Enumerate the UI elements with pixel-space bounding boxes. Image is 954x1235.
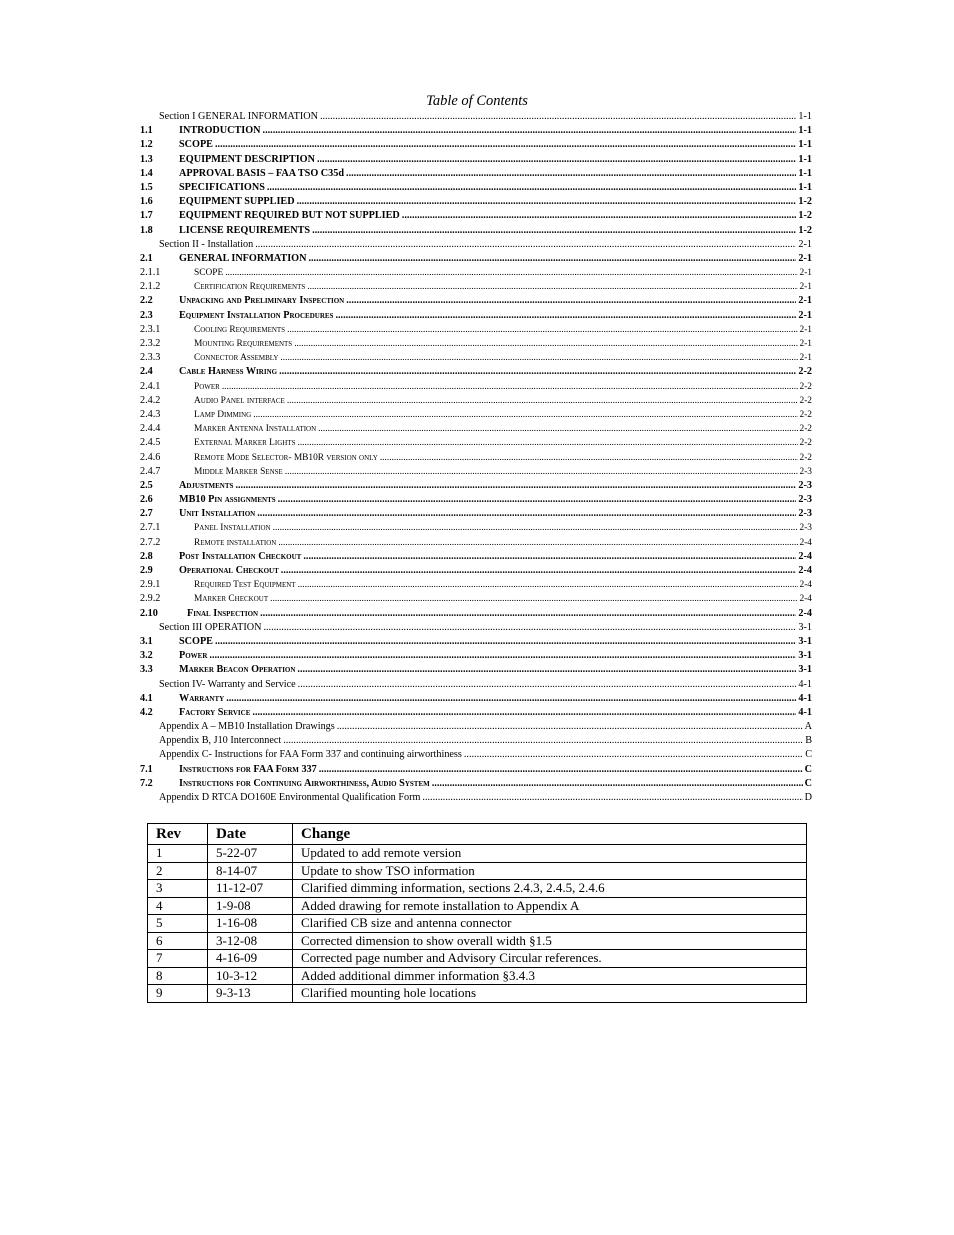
rev-number-cell: 4 [148,897,208,915]
revision-table [147,823,807,1003]
toc-dot-leader [297,436,797,450]
toc-entry[interactable] [140,394,812,408]
toc-entry-number: 2.9 [140,565,153,576]
toc-entry-title: Appendix C- Instructions for FAA Form 337 and continuing airworthiness [159,749,462,761]
toc-entry[interactable] [140,110,812,124]
toc-dot-leader [346,294,796,308]
toc-entry-title: Adjustments [179,479,234,491]
toc-entry-number: 2.7 [140,508,153,520]
toc-entry-title: Appendix B, J10 Interconnect [159,735,282,747]
toc-dot-leader [215,138,796,152]
toc-dot-leader [285,465,798,479]
toc-entry-page: 2-3 [799,523,812,534]
toc-entry-page: 4-1 [798,706,812,718]
toc-entry-title: Middle Marker Sense [194,466,283,477]
toc-entry-page: 1-1 [798,153,812,165]
toc-entry-number: 2.4.3 [140,408,161,420]
toc-entry-number: 2.1 [140,252,153,264]
toc-entry[interactable] [140,507,812,521]
toc-entry[interactable] [140,635,812,649]
toc-entry-title: Instructions for Continuing Airworthiness, Audio System [179,777,430,789]
toc-entry-number: 1.1 [140,125,153,137]
toc-entry[interactable] [140,578,812,592]
toc-entry-title: Certification Requirements [194,282,306,293]
rev-number-cell: 5 [148,915,208,933]
toc-dot-leader [337,720,803,734]
toc-entry[interactable] [140,337,812,351]
toc-entry-title: Operational Checkout [179,565,279,576]
revision-row [148,967,807,985]
toc-entry-page: 1-2 [798,196,812,208]
toc-dot-leader [432,777,803,791]
toc-entry-page: 2-1 [799,268,812,279]
toc-dot-leader [308,252,796,266]
toc-entry-number: 2.7.1 [140,522,161,534]
toc-dot-leader [235,479,796,493]
toc-entry[interactable] [140,224,812,238]
toc-entry-title: Warranty [179,692,225,704]
toc-entry-number: 1.6 [140,196,153,208]
toc-entry-number: 2.4.6 [140,451,161,463]
rev-date-cell: 8-14-07 [208,862,293,880]
toc-entry-number: 4.1 [140,692,153,704]
toc-entry[interactable] [140,266,812,280]
toc-dot-leader [307,280,797,294]
toc-entry[interactable] [140,323,812,337]
toc-entry-number: 2.4.4 [140,423,161,435]
toc-entry-title: Post Installation Checkout [179,550,302,562]
table-of-contents [140,110,812,805]
toc-entry-title: SCOPE [179,635,213,647]
toc-entry-title: Unit Installation [179,508,256,520]
toc-dot-leader [402,209,797,223]
toc-dot-leader [279,365,796,379]
toc-dot-leader [318,422,797,436]
toc-dot-leader [215,635,796,649]
toc-entry-title: Mounting Requirements [194,339,293,349]
rev-change-cell: Added additional dimmer information §3.4.3 [293,967,807,985]
toc-dot-leader [303,550,796,564]
toc-entry-number: 1.7 [140,210,153,222]
toc-entry-page: C [805,749,812,761]
toc-entry[interactable] [140,280,812,294]
toc-entry-title: Panel Installation [194,523,271,534]
toc-entry-title: External Marker Lights [194,438,296,449]
toc-dot-leader [298,578,798,592]
toc-entry-page: 2-2 [799,438,812,449]
toc-entry-page: 2-1 [798,252,812,264]
toc-entry-page: 1-2 [798,210,812,222]
toc-entry[interactable] [140,777,812,791]
rev-date-cell: 3-12-08 [208,932,293,950]
toc-entry-page: 2-1 [798,238,812,250]
toc-entry-number: 7.2 [140,777,153,789]
toc-entry-number: 1.5 [140,181,153,193]
toc-entry[interactable] [140,138,812,152]
revision-row [148,985,807,1003]
toc-entry[interactable] [140,720,812,734]
toc-dot-leader [312,224,796,238]
toc-entry-number: 4.2 [140,706,153,718]
toc-entry-page: 1-2 [798,224,812,236]
toc-entry-number: 2.9.1 [140,579,161,591]
toc-entry[interactable] [140,436,812,450]
toc-entry-title: Equipment Installation Procedures [179,309,334,321]
toc-entry-page: 2-3 [798,494,812,506]
toc-entry[interactable] [140,351,812,365]
toc-entry-title: Appendix A – MB10 Installation Drawings [159,721,335,733]
toc-entry[interactable] [140,564,812,578]
toc-entry[interactable] [140,550,812,564]
toc-dot-leader [260,607,796,621]
toc-dot-leader [252,706,796,720]
toc-entry-title: GENERAL INFORMATION [179,252,307,264]
revision-row [148,862,807,880]
revision-row [148,880,807,898]
toc-entry-page: 2-3 [799,466,812,477]
rev-date-cell: 9-3-13 [208,985,293,1003]
revision-row [148,932,807,950]
toc-entry-title: Section IV- Warranty and Service [159,678,296,690]
toc-entry-number: 1.8 [140,224,153,236]
toc-dot-leader [380,451,798,465]
toc-dot-leader [257,507,796,521]
toc-entry[interactable] [140,692,812,706]
toc-entry-number: 2.9.2 [140,593,161,605]
toc-entry-page: 2-3 [798,479,812,491]
toc-entry-number: 2.1.2 [140,281,161,293]
toc-entry-number: 1.4 [140,167,153,179]
toc-entry-page: B [805,735,812,747]
toc-entry-title: Remote Mode Selector- MB10R version only [194,452,378,463]
rev-number-cell: 9 [148,985,208,1003]
toc-dot-leader [225,266,797,280]
toc-entry-number: 3.1 [140,635,153,647]
revision-row [148,897,807,915]
rev-number-cell: 6 [148,932,208,950]
toc-entry-title: Audio Panel interface [194,395,285,406]
toc-dot-leader [255,238,796,252]
toc-entry[interactable] [140,309,812,323]
toc-dot-leader [317,153,796,167]
toc-entry-number: 2.8 [140,550,153,562]
toc-entry[interactable] [140,536,812,550]
toc-entry-page: 2-4 [798,607,812,619]
date-column-header: Date [208,824,293,845]
toc-entry-number: 2.4.5 [140,437,161,449]
toc-entry-title: Remote installation [194,537,277,548]
toc-entry-title: Marker Checkout [194,594,269,605]
toc-entry-title: LICENSE REQUIREMENTS [179,224,311,236]
revision-header-row [148,824,807,845]
toc-entry-title: MB10 Pin assignments [179,494,276,506]
toc-dot-leader [283,734,803,748]
toc-entry-title: SCOPE [179,139,213,151]
toc-dot-leader [287,323,797,337]
toc-dot-leader [297,195,797,209]
toc-entry-page: C [804,763,812,775]
toc-entry[interactable] [140,380,812,394]
toc-dot-leader [278,536,797,550]
toc-dot-leader [320,110,796,124]
rev-change-cell: Clarified CB size and antenna connector [293,915,807,933]
toc-dot-leader [209,649,796,663]
toc-dot-leader [346,167,796,181]
toc-entry[interactable] [140,124,812,138]
toc-entry[interactable] [140,195,812,209]
rev-number-cell: 1 [148,845,208,863]
rev-change-cell: Corrected page number and Advisory Circular references. [293,950,807,968]
toc-entry-page: 3-1 [798,650,812,662]
toc-entry[interactable] [140,748,812,762]
toc-entry[interactable] [140,521,812,535]
toc-entry[interactable] [140,451,812,465]
toc-entry[interactable] [140,791,812,805]
toc-entry[interactable] [140,408,812,422]
toc-entry-page: 3-1 [798,664,812,676]
toc-entry-title: Final Inspection [187,607,259,619]
toc-dot-leader [280,351,797,365]
toc-entry-page: 2-2 [799,409,812,420]
toc-dot-leader [226,692,796,706]
toc-dot-leader [297,663,796,677]
toc-entry-page: 4-1 [798,678,812,690]
rev-date-cell: 10-3-12 [208,967,293,985]
toc-entry[interactable] [140,734,812,748]
toc-entry-page: 1-1 [798,125,812,137]
toc-entry[interactable] [140,706,812,720]
toc-entry[interactable] [140,621,812,635]
rev-number-cell: 3 [148,880,208,898]
toc-entry-page: 1-1 [798,181,812,193]
toc-dot-leader [464,748,803,762]
toc-entry-title: Unpacking and Preliminary Inspection [179,295,345,307]
toc-entry-number: 2.3.3 [140,352,161,364]
toc-entry[interactable] [140,209,812,223]
toc-entry[interactable] [140,365,812,379]
toc-entry[interactable] [140,592,812,606]
toc-entry-title: Marker Beacon Operation [179,664,296,676]
toc-entry-page: 1-1 [798,111,812,122]
toc-entry[interactable] [140,252,812,266]
rev-change-cell: Added drawing for remote installation to Appendix A [293,897,807,915]
toc-entry-number: 2.3 [140,309,153,321]
toc-entry-title: Factory Service [179,706,251,718]
toc-entry-title: Appendix D RTCA DO160E Environmental Qualification Form [159,792,421,803]
toc-entry[interactable] [140,649,812,663]
toc-entry-number: 2.4.1 [140,380,161,392]
toc-entry-number: 2.7.2 [140,536,161,548]
toc-dot-leader [281,564,797,578]
rev-date-cell: 11-12-07 [208,880,293,898]
toc-entry[interactable] [140,238,812,252]
toc-entry-page: D [804,792,812,803]
toc-entry-number: 2.4.2 [140,394,161,406]
toc-entry-page: 2-4 [799,537,812,548]
toc-entry-page: 2-2 [799,424,812,435]
toc-entry-page: 2-1 [799,353,812,364]
toc-entry[interactable] [140,663,812,677]
toc-entry-title: Lamp Dimming [194,409,252,420]
toc-entry[interactable] [140,493,812,507]
toc-entry-title: Cooling Requirements [194,324,286,335]
toc-dot-leader [263,124,797,138]
toc-entry-page: 1-1 [798,139,812,151]
toc-entry-title: Required Test Equipment [194,580,296,591]
rev-column-header: Rev [148,824,208,845]
toc-dot-leader [222,380,798,394]
toc-entry-page: 2-1 [799,324,812,335]
toc-entry-number: 3.3 [140,664,153,676]
toc-entry-number: 3.2 [140,650,153,662]
toc-entry-page: 2-2 [798,366,812,378]
toc-entry-title: SCOPE [194,268,224,279]
rev-date-cell: 1-16-08 [208,915,293,933]
rev-number-cell: 2 [148,862,208,880]
rev-change-cell: Update to show TSO information [293,862,807,880]
toc-entry[interactable] [140,678,812,692]
toc-entry-number: 2.10 [140,607,158,619]
rev-change-cell: Clarified dimming information, sections 2.4.3, 2.4.5, 2.4.6 [293,880,807,898]
toc-entry-title: EQUIPMENT SUPPLIED [179,196,295,208]
toc-dot-leader [278,493,797,507]
toc-entry-page: 3-1 [798,635,812,647]
toc-entry-title: EQUIPMENT REQUIRED BUT NOT SUPPLIED [179,210,400,222]
toc-entry-title: Power [179,650,208,662]
toc-dot-leader [253,408,797,422]
toc-entry-number: 2.4.7 [140,465,161,477]
toc-dot-leader [335,309,796,323]
toc-entry-title: Cable Harness Wiring [179,366,278,378]
rev-date-cell: 4-16-09 [208,950,293,968]
toc-entry-page: 2-2 [799,452,812,463]
toc-dot-leader [294,337,797,351]
toc-entry-title: Section III OPERATION [159,621,262,633]
toc-entry-title: SPECIFICATIONS [179,181,265,193]
toc-entry[interactable] [140,422,812,436]
toc-entry-title: Section I GENERAL INFORMATION [159,111,318,122]
toc-entry-page: 2-1 [799,282,812,293]
toc-entry-page: 2-2 [799,381,812,392]
toc-dot-leader [422,791,802,805]
toc-dot-leader [298,678,797,692]
toc-entry-title: Instructions for FAA Form 337 [179,763,317,775]
toc-entry-number: 2.5 [140,479,153,491]
rev-date-cell: 1-9-08 [208,897,293,915]
toc-entry[interactable] [140,479,812,493]
toc-entry-page: 2-1 [798,295,812,307]
toc-entry[interactable] [140,294,812,308]
rev-change-cell: Clarified mounting hole locations [293,985,807,1003]
toc-entry-page: 2-1 [798,309,812,321]
rev-number-cell: 7 [148,950,208,968]
revision-row [148,950,807,968]
toc-entry-title: Power [194,381,220,392]
toc-entry-number: 2.3.2 [140,338,161,349]
toc-entry-page: C [804,777,812,789]
toc-entry-number: 2.2 [140,295,153,307]
rev-change-cell: Updated to add remote version [293,845,807,863]
toc-entry-page: 3-1 [798,621,812,633]
rev-date-cell: 5-22-07 [208,845,293,863]
toc-dot-leader [270,592,797,606]
toc-entry-page: 2-4 [798,550,812,562]
toc-entry-page: 4-1 [798,692,812,704]
toc-entry-number: 2.1.1 [140,267,161,279]
toc-entry[interactable] [140,181,812,195]
toc-entry[interactable] [140,465,812,479]
toc-entry-number: 2.4 [140,366,153,378]
toc-entry[interactable] [140,607,812,621]
toc-entry-page: 2-4 [798,565,812,576]
toc-entry[interactable] [140,763,812,777]
toc-dot-leader [287,394,798,408]
rev-change-cell: Corrected dimension to show overall width §1.5 [293,932,807,950]
toc-entry-page: 2-1 [799,339,812,349]
rev-number-cell: 8 [148,967,208,985]
toc-dot-leader [267,181,797,195]
toc-entry-number: 1.3 [140,153,153,165]
toc-entry-page: 1-1 [798,167,812,179]
change-column-header: Change [293,824,807,845]
toc-entry[interactable] [140,167,812,181]
revision-row [148,915,807,933]
toc-entry-title: APPROVAL BASIS – FAA TSO C35d [179,167,345,179]
toc-entry-number: 2.3.1 [140,323,161,335]
toc-entry-title: Connector Assembly [194,353,279,364]
toc-dot-leader [263,621,796,635]
toc-entry-title: Section II - Installation [159,238,254,250]
toc-entry-page: A [804,721,812,733]
toc-entry-page: 2-4 [799,594,812,605]
toc-entry-number: 2.6 [140,494,153,506]
toc-entry-page: 2-4 [799,580,812,591]
toc-entry-title: Marker Antenna Installation [194,424,317,435]
revision-row [148,845,807,863]
toc-entry-title: INTRODUCTION [179,125,261,137]
toc-entry-title: EQUIPMENT DESCRIPTION [179,153,315,165]
toc-entry[interactable] [140,153,812,167]
toc-entry-page: 2-2 [799,395,812,406]
toc-dot-leader [319,763,803,777]
toc-entry-page: 2-3 [798,508,812,520]
toc-title: Table of Contents [426,93,528,109]
toc-dot-leader [273,521,798,535]
toc-entry-number: 1.2 [140,139,153,151]
toc-entry-number: 7.1 [140,763,153,775]
